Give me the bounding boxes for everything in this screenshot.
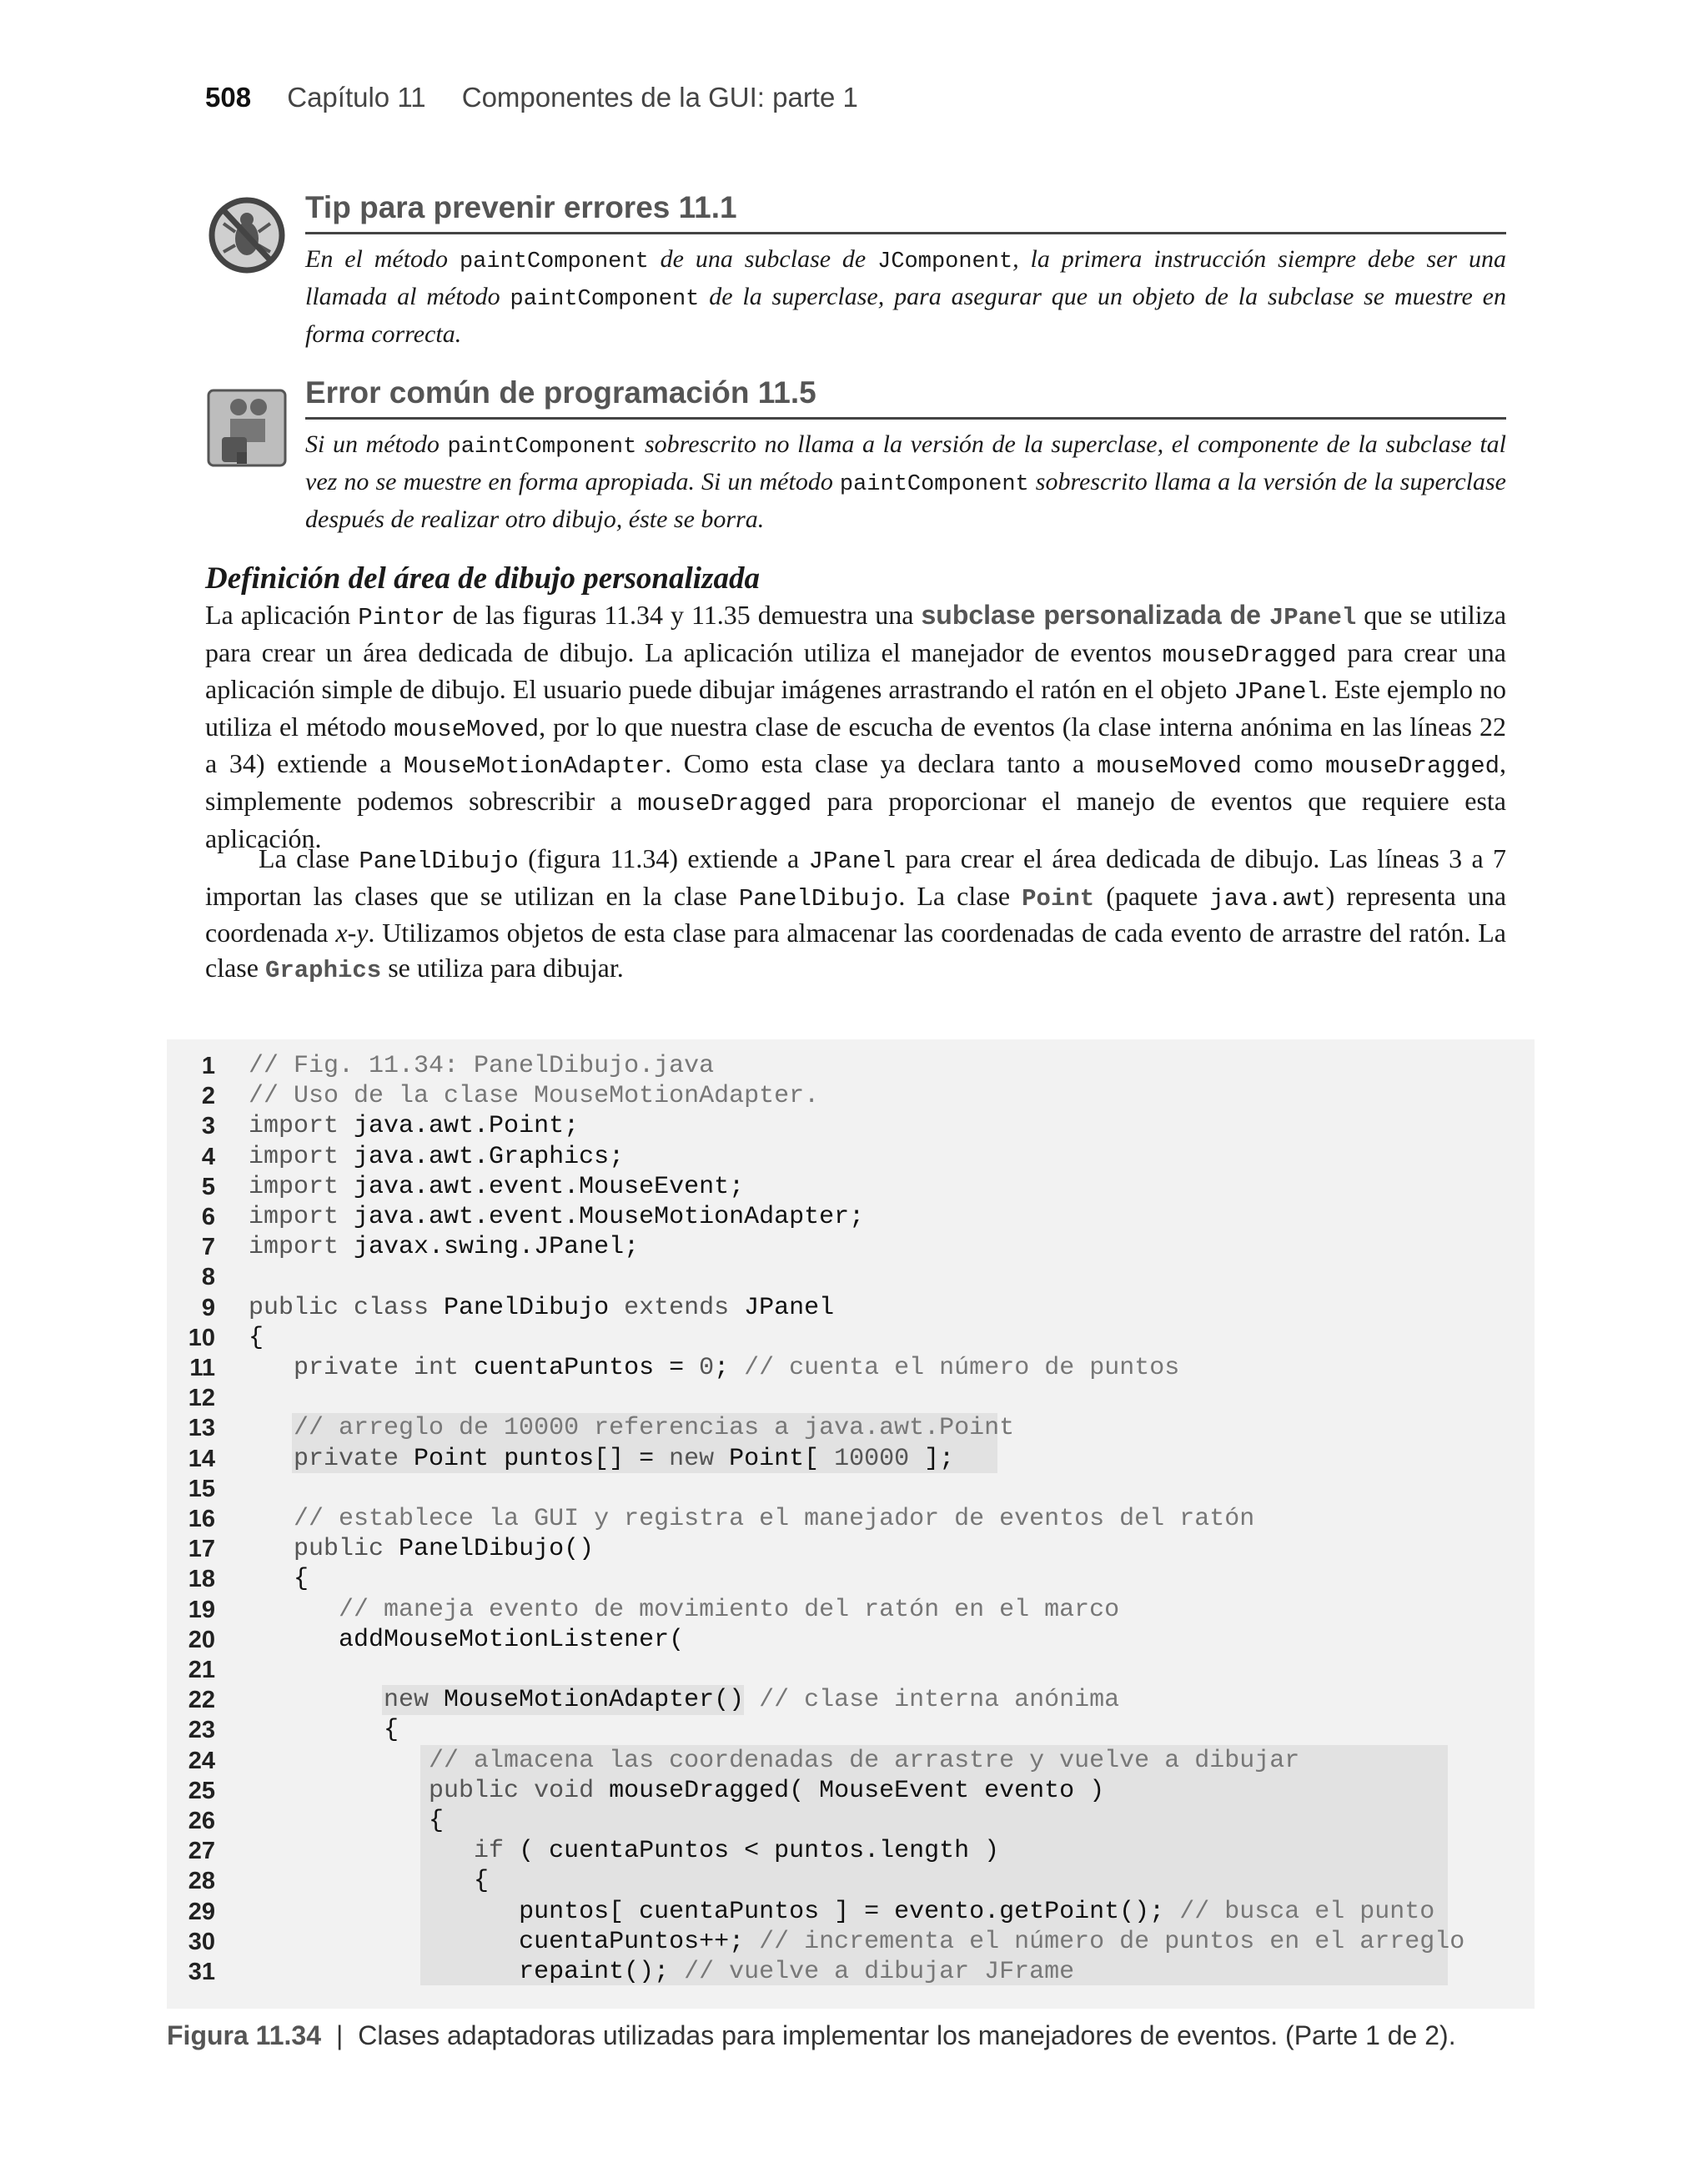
chapter-label: Capítulo 11 — [287, 82, 426, 113]
code-text: // maneja evento de movimiento del ratón en el marco — [339, 1595, 1120, 1624]
code-text: { — [294, 1565, 309, 1594]
figure-caption: Figura 11.34 | Clases adaptadoras utilizadas para implementar los manejadores de eventos. (Parte 1 de 2). — [167, 2020, 1456, 2050]
line-number: 24 — [188, 1747, 215, 1774]
code-text: public void mouseDragged( MouseEvent evento ) — [429, 1776, 1105, 1805]
line-number: 28 — [188, 1868, 215, 1895]
line-number: 26 — [188, 1808, 215, 1834]
page-number: 508 — [205, 82, 252, 113]
line-number: 15 — [188, 1475, 215, 1502]
bug-prohibited-icon — [205, 190, 289, 274]
line-number: 16 — [188, 1506, 215, 1532]
line-number: 9 — [201, 1294, 215, 1321]
line-number: 5 — [201, 1173, 215, 1200]
tip-title: Tip para prevenir errores 11.1 — [305, 190, 1506, 234]
line-number: 21 — [188, 1657, 215, 1683]
code-text: // establece la GUI y registra el manejador de eventos del ratón — [294, 1505, 1255, 1533]
code-listing — [167, 1039, 1535, 2009]
line-number: 6 — [201, 1204, 215, 1230]
code-text: private Point puntos[] = new Point[ 10000 ]; — [294, 1444, 955, 1473]
line-number: 11 — [189, 1355, 215, 1381]
code-text: import java.awt.Point; — [249, 1112, 580, 1141]
code-text: { — [474, 1867, 490, 1896]
line-number: 18 — [188, 1566, 215, 1593]
line-number: 14 — [188, 1445, 215, 1472]
line-number: 7 — [201, 1234, 215, 1261]
code-text: // arreglo de 10000 referencias a java.awt.Point — [294, 1414, 1015, 1443]
code-text: import javax.swing.JPanel; — [249, 1233, 640, 1262]
section-title: Definición del área de dibujo personalizada — [205, 561, 760, 596]
error-text: Si un método paintComponent sobrescrito no llama a la versión de la superclase, el componente de la subclase tal vez no se muestre en forma apropiada. Si un método paintComponent sobrescrito llama a la versión de la superclase después de realizar otro dibujo, éste se borra. — [305, 430, 1506, 533]
line-number: 20 — [188, 1626, 215, 1653]
line-number: 12 — [188, 1385, 215, 1412]
page-header — [205, 82, 858, 113]
code-text: public PanelDibujo() — [294, 1535, 595, 1564]
code-text: addMouseMotionListener( — [339, 1625, 685, 1654]
code-text: private int cuentaPuntos = 0; // cuenta el número de puntos — [294, 1354, 1180, 1382]
line-number: 1 — [201, 1053, 215, 1079]
line-number: 10 — [188, 1324, 215, 1351]
code-text: import java.awt.Graphics; — [249, 1142, 625, 1171]
tip-text: En el método paintComponent de una subclase de JComponent, la primera instrucción siempre debe ser una llamada al método paintComponent de la superclase, para asegurar que un objeto de la subclase se muestre en forma correcta. — [305, 245, 1506, 348]
line-number: 3 — [201, 1113, 215, 1140]
code-text: public class PanelDibujo extends JPanel — [249, 1293, 835, 1322]
line-number: 19 — [188, 1596, 215, 1623]
code-text: // Uso de la clase MouseMotionAdapter. — [249, 1082, 820, 1111]
figure-label: Figura 11.34 — [167, 2020, 321, 2050]
code-text: import java.awt.event.MouseMotionAdapter; — [249, 1203, 865, 1231]
thumbs-down-icon — [205, 385, 289, 469]
code-text: if ( cuentaPuntos < puntos.length ) — [474, 1837, 1000, 1866]
line-number: 27 — [188, 1838, 215, 1865]
chapter-title: Componentes de la GUI: parte 1 — [461, 82, 858, 113]
line-number: 30 — [188, 1928, 215, 1955]
line-number: 29 — [188, 1898, 215, 1925]
paragraph-2: La clase PanelDibujo (figura 11.34) extiende a JPanel para crear el área dedicada de dibujo. Las líneas 3 a 7 importan las clases que se utilizan en la clase PanelDibujo. La clase Point (paquete java.awt) representa una coordenada x-y. Utilizamos objetos de esta clase para almacenar las coordenadas de cada evento de arrastre del ratón. La clase Graphics se utiliza para dibujar. — [205, 843, 1507, 984]
line-number: 31 — [188, 1959, 215, 1985]
code-text: // almacena las coordenadas de arrastre y vuelve a dibujar — [429, 1746, 1300, 1775]
line-number: 17 — [188, 1536, 215, 1563]
line-number: 2 — [201, 1083, 215, 1110]
code-text: // Fig. 11.34: PanelDibujo.java — [249, 1052, 715, 1080]
figure-caption-text: Clases adaptadoras utilizadas para implementar los manejadores de eventos. (Parte 1 de 2). — [358, 2020, 1456, 2050]
line-number: 4 — [201, 1143, 215, 1170]
code-text: cuentaPuntos++; // incrementa el número de puntos en el arreglo — [519, 1927, 1465, 1956]
error-title: Error común de programación 11.5 — [305, 375, 1506, 420]
line-number: 13 — [188, 1415, 215, 1442]
paragraph-1: La aplicación Pintor de las figuras 11.34 y 11.35 demuestra una subclase personalizada de JPanel que se utiliza para crear un área dedicada de dibujo. La aplicación utiliza el manejador de eventos mouseDragged para crear una aplicación simple de dibujo. El usuario puede dibujar imágenes arrastrando el ratón en el objeto JPanel. Este ejemplo no utiliza el método mouseMoved, por lo que nuestra clase de escucha de eventos (la clase interna anónima en las líneas 22 a 34) extiende a MouseMotionAdapter. Como esta clase ya declara tanto a mouseMoved como mouseDragged, simplemente podemos sobrescribir a mouseDragged para proporcionar el manejo de eventos que requiere esta aplicación. — [205, 600, 1507, 853]
code-text: repaint(); // vuelve a dibujar JFrame — [519, 1958, 1075, 1986]
code-text: { — [384, 1716, 399, 1745]
code-text: import java.awt.event.MouseEvent; — [249, 1172, 745, 1201]
code-text: puntos[ cuentaPuntos ] = evento.getPoint(); // busca el punto — [519, 1897, 1435, 1926]
code-text: new MouseMotionAdapter() // clase interna anónima — [384, 1686, 1120, 1715]
code-text: { — [429, 1807, 445, 1835]
line-number: 22 — [188, 1687, 215, 1714]
line-number: 23 — [188, 1717, 215, 1744]
line-number: 25 — [188, 1777, 215, 1804]
code-text: { — [249, 1323, 264, 1352]
line-number: 8 — [201, 1264, 215, 1291]
